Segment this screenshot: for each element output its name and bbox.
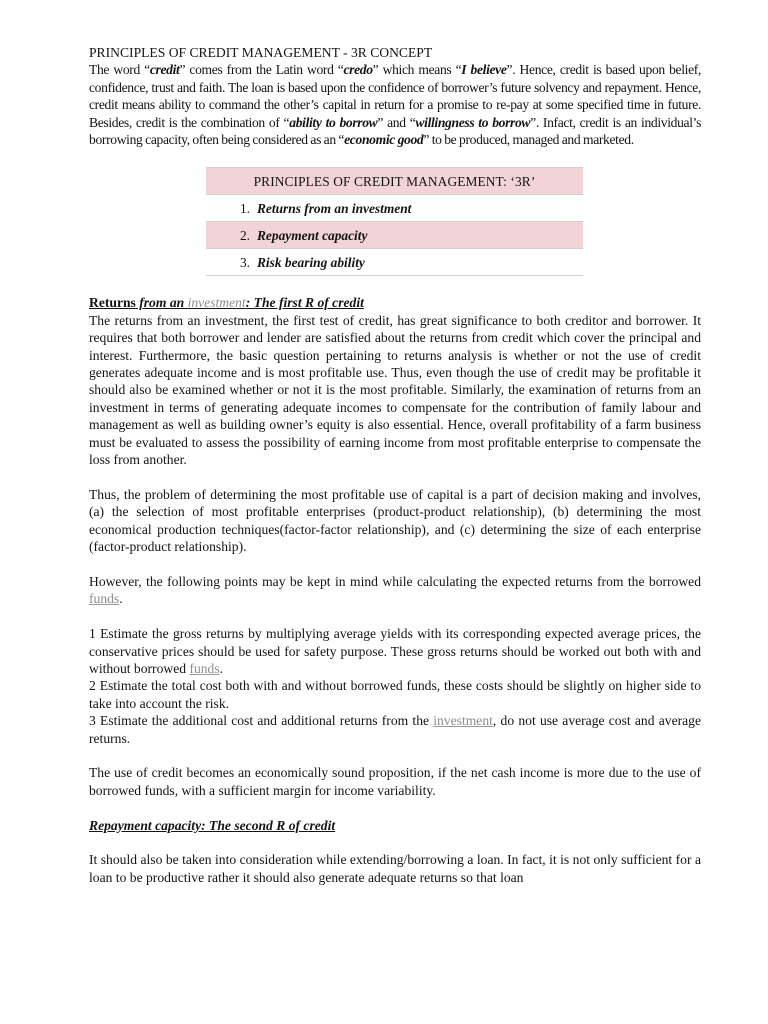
term-credo: credo [343,62,373,78]
row-number: 1. [239,200,250,216]
returns-paragraph-4: The use of credit becomes an economically sound proposition, if the net cash income is more due to the use of borrowed funds, with a sufficient margin for income variability. [89,765,701,798]
term-credit: credit [149,62,180,78]
term-ability-to-borrow: ability to borrow [289,114,378,130]
table-row [206,222,583,249]
row-number: 3. [239,254,250,270]
section-heading-returns: Returns from an investment: The first R of credit [89,295,364,311]
term-willingness-to-borrow: willingness to borrow [415,114,531,130]
returns-point-2: 2 Estimate the total cost both with and without borrowed funds, these costs should be slightly on higher side to take into account the risk. [89,678,701,711]
returns-point-1: 1 Estimate the gross returns by multiplying average yields with its corresponding expected average prices, the conservative prices should be used for safety purpose. These gross returns should be worked out both with and without borrowed funds. [89,626,701,676]
returns-paragraph-2: Thus, the problem of determining the most profitable use of capital is a part of decision making and involves, (a) the selection of most profitable enterprises (product-product relationship), (b) determining the most economical production techniques(factor-factor relationship), and (c) determining the size of each enterprise (factor-product relationship). [89,486,701,555]
row-label: Repayment capacity [257,227,368,243]
row-number: 2. [239,227,250,243]
returns-paragraph-3: However, the following points may be kept in mind while calculating the expected returns from the borrowed funds. [89,573,701,607]
returns-paragraph-1: The returns from an investment, the first test of credit, has great significance to both creditor and borrower. It requires that both borrower and lender are satisfied about the returns from credit which cover the principal and interest. Furthermore, the basic question pertaining to returns analysis is whether or not the use of credit generates adequate income and is most profitable use. Thus, even though the use of credit may be profitable it should also be examined whether or not it is the most profitable. Similarly, the examination of returns from an investment in terms of generating adequate incomes to compensate for the contribution of family labour and management as well as building owner’s equity is also essential. Hence, overall profitability of a farm business must be evaluated to assess the possibility of earning income from most profitable enterprise to compensate the loss from another. [89,312,701,468]
intro-paragraph: The word “credit” comes from the Latin word “credo” which means “I believe”. Hence, credit is based upon belief, confidence, trust and faith. The loan is based upon the confidence of borrower’s future solvency and repayment. Hence, credit means ability to command the other’s capital in return for a promise to re-pay at some specified time in future. Besides, credit is the combination of “ability to borrow” and “willingness to borrow”. Infact, credit is an individual’s borrowing capacity, often being considered as an “economic good” to be produced, managed and marketed. [89,62,702,148]
repayment-paragraph-1: It should also be taken into consideration while extending/borrowing a loan. In fact, it is not only sufficient for a loan to be productive rather it should also generate adequate returns so that loan [89,852,701,885]
principles-table-container [206,167,583,276]
term-economic-good: economic good [344,132,424,148]
table-row [206,195,583,222]
table-header: PRINCIPLES OF CREDIT MANAGEMENT: ‘3R’ [206,168,583,195]
page-title: PRINCIPLES OF CREDIT MANAGEMENT - 3R CONCEPT [89,45,433,60]
returns-point-3: 3 Estimate the additional cost and additional returns from the investment, do not use average cost and average returns. [89,713,701,746]
table-row [206,249,583,276]
principles-table [206,167,583,276]
funds-link[interactable]: funds [189,660,220,676]
term-i-believe: I believe [461,62,507,78]
section-heading-repayment: Repayment capacity: The second R of credit [89,817,336,833]
funds-link[interactable]: funds [89,591,120,607]
row-label: Returns from an investment [257,200,412,216]
table-header-row [206,168,583,195]
investment-link[interactable]: investment [187,295,246,311]
row-label: Risk bearing ability [257,254,365,270]
investment-link[interactable]: investment [433,713,493,729]
